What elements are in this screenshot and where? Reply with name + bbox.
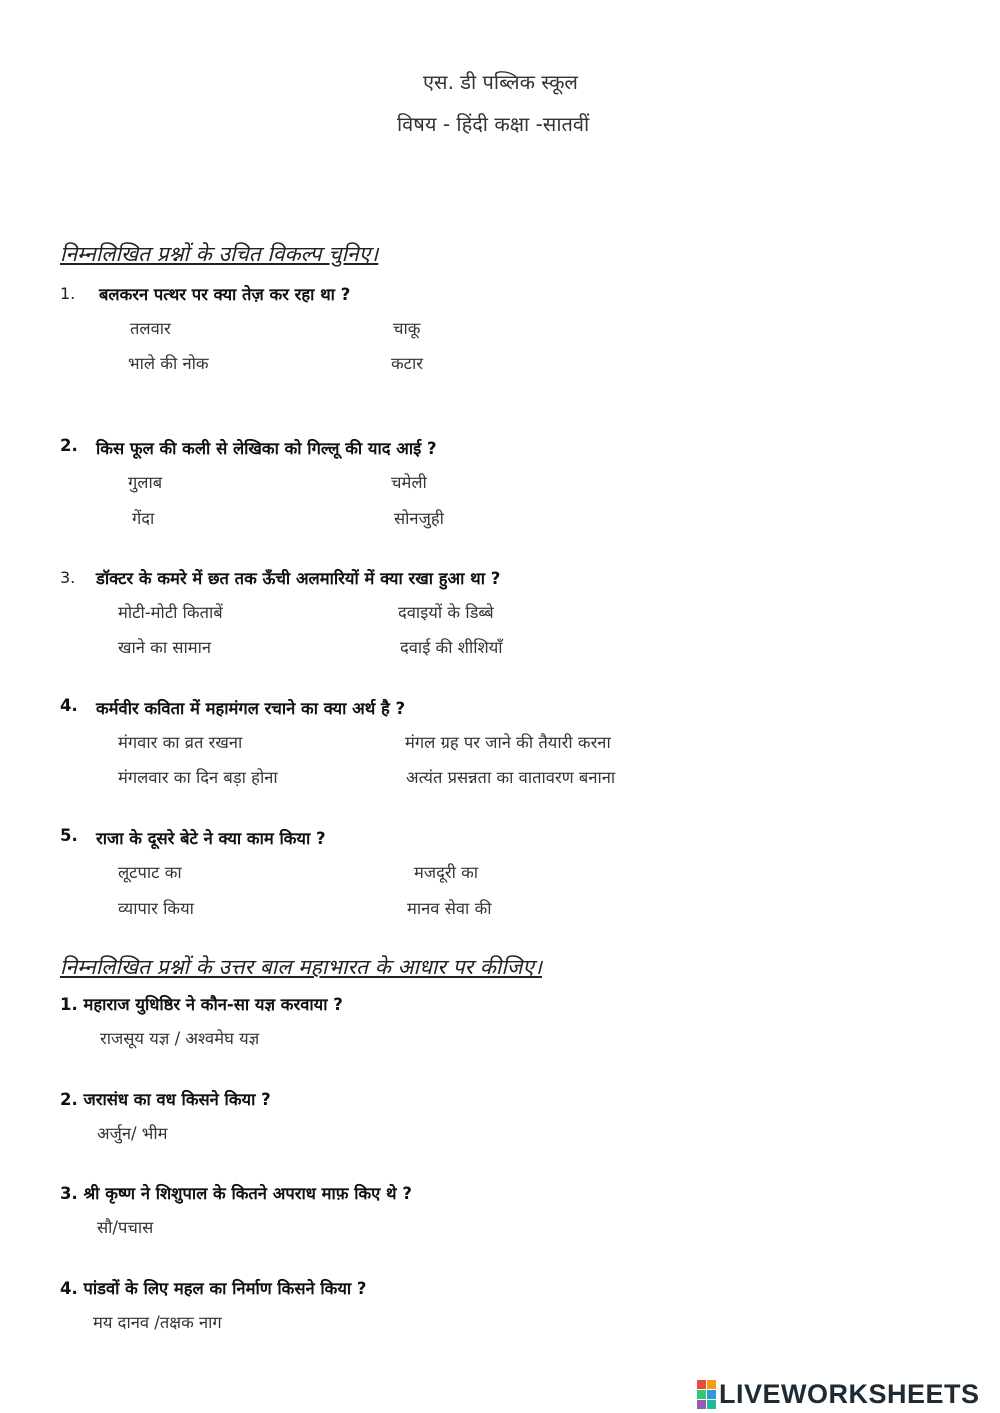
option: मजदूरी का	[414, 863, 479, 882]
school-name: एस. डी पब्लिक स्कूल	[423, 70, 578, 94]
question-text: 3. श्री कृष्ण ने शिशुपाल के कितने अपराध माफ़ किए थे ?	[60, 1184, 412, 1203]
option: गेंदा	[132, 509, 155, 528]
option: मोटी-मोटी किताबें	[118, 603, 223, 622]
question-number: 2.	[60, 436, 78, 455]
option: मंगल ग्रह पर जाने की तैयारी करना	[405, 733, 611, 752]
subject-class-line: विषय - हिंदी कक्षा -सातवीं	[397, 112, 590, 136]
answer-options: मय दानव /तक्षक नाग	[93, 1313, 222, 1332]
question-number: 1.	[60, 284, 76, 303]
option: लूटपाट का	[118, 863, 182, 882]
section1-heading: निम्नलिखित प्रश्नों के उचित विकल्प चुनिए।	[60, 242, 379, 266]
answer-options: सौ/पचास	[97, 1218, 154, 1237]
logo-block	[697, 1400, 706, 1409]
option: अत्यंत प्रसन्नता का वातावरण बनाना	[406, 768, 616, 787]
question-text: किस फूल की कली से लेखिका को गिल्लू की याद आई ?	[96, 439, 437, 458]
option: खाने का सामान	[118, 638, 212, 657]
option: सोनजुही	[394, 509, 444, 528]
question-text: बलकरन पत्थर पर क्या तेज़ कर रहा था ?	[99, 285, 351, 304]
option: चाकू	[393, 319, 421, 338]
question-text: 4. पांडवों के लिए महल का निर्माण किसने किया ?	[60, 1279, 367, 1298]
answer-options: अर्जुन/ भीम	[97, 1124, 168, 1143]
logo-block	[697, 1380, 706, 1389]
liveworksheets-logo	[697, 1377, 980, 1411]
question-text: 1. महाराज युधिष्ठिर ने कौन-सा यज्ञ करवाया ?	[60, 995, 343, 1014]
option: मंगवार का व्रत रखना	[118, 733, 243, 752]
logo-text: LIVEWORKSHEETS	[719, 1378, 980, 1409]
option: दवाई की शीशियाँ	[400, 638, 503, 657]
question-text: 2. जरासंध का वध किसने किया ?	[60, 1090, 271, 1109]
question-text: राजा के दूसरे बेटे ने क्या काम किया ?	[96, 829, 326, 848]
option: मानव सेवा की	[407, 899, 492, 918]
logo-blocks-icon	[697, 1380, 716, 1409]
option: तलवार	[130, 319, 171, 338]
logo-block	[697, 1390, 706, 1399]
question-text: डॉक्टर के कमरे में छत तक ऊँची अलमारियों में क्या रखा हुआ था ?	[96, 569, 501, 588]
question-number: 5.	[60, 826, 78, 845]
logo-block	[707, 1400, 716, 1409]
option: चमेली	[391, 473, 427, 492]
logo-block	[707, 1390, 716, 1399]
question-number: 3.	[60, 568, 76, 587]
option: कटार	[391, 354, 424, 373]
section2-heading: निम्नलिखित प्रश्नों के उत्तर बाल महाभारत के आधार पर कीजिए।	[60, 955, 542, 979]
logo-block	[707, 1380, 716, 1389]
option: दवाइयों के डिब्बे	[398, 603, 494, 622]
option: मंगलवार का दिन बड़ा होना	[118, 768, 278, 787]
question-number: 4.	[60, 696, 78, 715]
option: व्यापार किया	[118, 899, 194, 918]
answer-options: राजसूय यज्ञ / अश्वमेघ यज्ञ	[100, 1029, 260, 1048]
question-text: कर्मवीर कविता में महामंगल रचाने का क्या अर्थ है ?	[96, 699, 406, 718]
option: भाले की नोक	[128, 354, 209, 373]
option: गुलाब	[128, 473, 163, 492]
